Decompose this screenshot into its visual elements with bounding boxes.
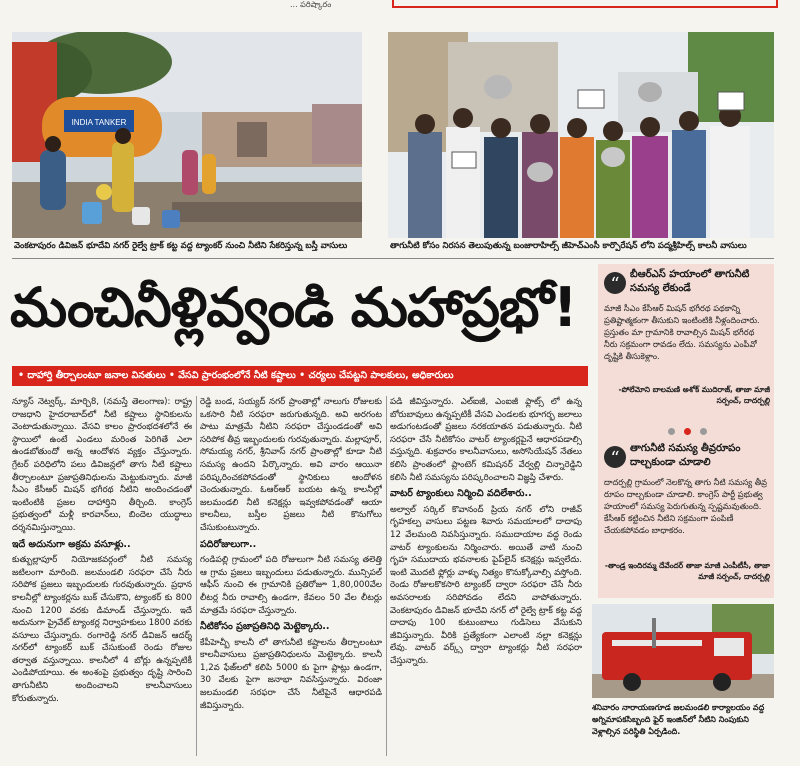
- article-column-3: [390, 396, 582, 762]
- top-red-frame: [392, 0, 778, 8]
- article-paragraph: కేపీహెచ్బీ కాలనీ లో తాగునీటి కష్టాలను తీర్చాలంటూ కాలనీవాసులు ప్రజాప్రతినిధులను మెట్టెక్కారు. కాలనీ 1,2వ ఫేజ్‌లలో కలిపి 5000 కు పైగా ప్లాట్లు ఉండగా, 30 వేలకు పైగా జనాభా నివసిస్తున్నారు. విరంజా జలమండలి సరఫరా చేసే నీటిపైనే ఆధారపడి జీవిస్తున్నారు.: [200, 637, 382, 711]
- article-paragraph: న్యూస్ నెట్వర్క్, మార్చి8, (నమస్తే తెలంగాణ): రాష్ట్ర రాజధాని హైదరాబాద్‌లో నీటి కష్టాలు స్థానికులను వెంటాడుతున్నాయి. వేసవి కాలం ప్రారంభదశలోనే ఈ స్థాయిలో ఉంటే ఎండలు మరింత పెరిగితే ఎలా ఉండబోతుందో అన్న ఆందోళన వ్యక్తం చేస్తున్నారు. గ్రేటర్ పరిధిలోని పలు డివిజన్లలో తాగు నీటి కష్టాలు తీర్చాలంటూ ప్రజాప్రతినిధులను మెట్టుకున్నారు. మాజీ సీఎం కేసీఆర్ మిషన్ భగీరథ నీటిని అందించడంతో ఇంటింటికి ప్రజల దాహార్తిని తీర్చింది. కాంగ్రెస్ ప్రభుత్వంలో మళ్లీ కారవాన్‌లు, బిందెల యుద్ధాలు దర్శనమిస్తున్నాయి.: [12, 397, 192, 533]
- photo-fire-engine: [592, 604, 774, 698]
- photo-tanker-scene: [12, 32, 362, 238]
- headline: మంచినీళ్లివ్వండి మహాప్రభో!: [10, 276, 577, 339]
- article-paragraph: పడి జీవిస్తున్నారు. ఎల్ఐజీ, ఎంఐజీ ఫ్లాట్స్ లో ఉన్న బోరుబావులు ఉన్నప్పటికీ వేసవి ఎండలకు భూగర్భ జలాలు అడుగంటడంతో ప్రజలు నరకయాతన పడుతున్నారు. నీటి సరఫరా చేసే నీటికోసం వాటర్ ట్యాంకర్లపైనే ఆధారపడాల్సి వస్తున్నది. శుక్రవారం కాలనీవాసులు, అసోసియేషన్ నేతలు కలిసి ప్రాంతంలో ప్లాంటెగ్ కమిషనర్ వేర్వల్లి చిన్నారెడ్డిని కలిసి నీటి సమస్యను పరిష్కరించాలని విజ్ఞప్తి చేశారు.: [390, 397, 582, 483]
- separator-dot: [700, 428, 707, 435]
- sidebar-attribution-1: -పోలేమోని బాలమణి అశోక్ ముదిరాజ్, తాజా మాజీ సర్పంచ్, దాదర్పల్లి: [618, 385, 770, 405]
- sidebar-body-1: మాజీ సీఎం కేసీఆర్ మిషన్ భగీరథ పథకాన్ని ప్రతిష్టాత్మకంగా తీసుకుని ఇంటింటికి నీళ్లందించారు. ప్రస్తుతం మా గ్రామానికి రావాల్సిన మిషన్ భగీరథ నీరు సక్రమంగా రావడం లేదు. సమస్యను ఎంపీవో దృష్టికి తీసుకెళ్లాం.: [604, 303, 760, 361]
- sidebar-title-1: బీఆర్ఎస్ హయాంలో తాగునీటి సమస్య లేకుండే: [630, 269, 750, 294]
- sidebar-body-2: దాదర్పల్లి గ్రామంలో నెలకొన్న తాగు నీటి సమస్య తీవ్ర రూపం దాల్చకుండా చూడాలి. కాంగ్రెస్ పార్టీ ప్రభుత్వ హయాంలో సమస్య పెరుగుతున్న స్పష్టమవుతుంది. కేసీఆర్ కట్టించిన నీటిని సక్రమంగా పంపిణీ చేయకపోవడం బాధాకరం.: [604, 477, 767, 535]
- photo-left-caption: వెంకటాపురం డివిజన్ భూదేవి నగర్ రైల్వే ట్రాక్ కట్ట వద్ద ట్యాంకర్ నుంచి నీటిని సేకరిస్తున్న బస్తీ వాసులు: [14, 241, 348, 251]
- article-subhead: పదిరోజులుగా..: [200, 538, 257, 550]
- photo-right-caption: తాగునీటి కోసం నిరసన తెలుపుతున్న బంజారాహిల్స్ జీహెచ్ఎంసీ కార్పొరేషన్ లోని పద్మశ్రీహిల్స్ కాలనీ వాసులు: [390, 241, 747, 251]
- top-fragment: ... పరిష్కారం: [290, 0, 332, 9]
- article-paragraph: కుత్బుల్లాపూర్ నియోజకవర్గంలో నీటి సమస్య జటిలంగా మారింది. జలమండలి సరఫరా చేసే నీరు సరిపోక ప్రజలు ఇబ్బందులకు గురవుతున్నారు. ప్రధాన కాలనీల్లో ట్యాంకర్లను బుక్ చేసుకొని, ట్యాంకర్ కు 800 నుంచి 1200 వరకు డిమాండ్ చేస్తున్నారు. ఇదే అదునుగా ప్రైవేట్ ట్యాంకర్ల నిర్వాహకులు 1800 వరకు వసూలు చేస్తున్నారు. రంగారెడ్డి నగర్ డివిజన్ ఆదర్శ్ నగర్‌లో ట్యాంకర్ బుక్ చేసుకుంటే రెండు రోజుల తర్వాత వస్తున్నాయి. కాలనీలో 4 బోర్లు ఉన్నప్పటికీ ఎండిపోయాయి. ఈ అంశంపై ప్రభుత్వం దృష్టి సారించి తాగునీటిని అందించాలని కాలనీవాసులు కోరుతున్నారు.: [12, 555, 192, 704]
- sidebar-separator-dots: [666, 420, 709, 439]
- article-paragraph: అల్వాల్ సర్కిల్ కొవానంద్ ప్రియ నగర్ లోని రాజీవ్ గృహకల్ప వాసులు పట్టణ శివారు సమయాలలో దాదాపు 12 వేలమంది నివసిస్తున్నారు. సముదాయాల వద్ద రెండు వాటర్ ట్యాంకులను నిర్మించారు. అయితే వాటి నుంచి గృహ సముదాయ భవనాలకు పైప్‌లైన్ కనెక్షన్లు ఇవ్వలేదు. ఇంటి మొదటి ఫ్లోర్లు వాళ్ళు నిత్యం కొనుక్కోవాల్సి వస్తోంది. రెండు రోజులకొకసారి ట్యాంకర్ ద్వారా సరఫరా చేసే నీరు అవసరాలకు సరిపోవడం లేదని వాపోతున్నారు. వెంకటాపురం డివిజన్ భూదేవి నగర్ లో రైల్వే ట్రాక్ కట్ట వద్ద దాదాపు 100 కుటుంబాలు గుడిసెలు వేసుకుని జీవిస్తున్నారు. వీరికి ప్రత్యేకంగా ఎలాంటి నల్లా కనెక్షన్లు లేవు. వాటర్ వర్క్స్ ద్వారా ట్యాంకర్లు నీటి సరఫరా చేస్తున్నారు.: [390, 504, 582, 666]
- sidebar-attribution-2: -తాండ్ర ఇందిరమ్మ దేవేందర్ తాజా మాజీ ఎంపీటీసీ, తాజా మాజీ సర్పంచ్, దాదర్పల్లి: [604, 561, 770, 581]
- separator-dot: [668, 428, 675, 435]
- article-paragraph: రెడ్డి బండ, సయ్యద్ నగర్ ప్రాంతాల్లో నాలుగు రోజులకు ఒకసారి నీటి సరఫరా జరుగుతున్నది. అవి అరగంట పాటు మాత్రమే నీటిని సరఫరా చేస్తుండడంతో అవి సరిపోక తీవ్ర ఇబ్బందులకు గురవుతున్నారు. మల్లాపూర్, సోమయ్య నగర్, శ్రీనివాస్ నగర్ ప్రాంతాల్లో కూడా నీటి సమస్య ఉందని పేర్కొన్నారు. అవి వారం ఆయినా పరిష్కరించకపోవడంతో స్థానికులు ఆందోళన చెందుతున్నారు. ఓఆర్ఆర్ బయట ఉన్న కాలనీల్లో జలమండలి నీటి కనెక్షన్లు ఇవ్వకపోవడంతో ఆయా కాలనీలు, బస్తీల ప్రజలు నీటి కొనుగోలు చేసుకుంటున్నారు.: [200, 397, 382, 533]
- photo-protest-scene: [388, 32, 774, 238]
- column-divider: [386, 396, 387, 756]
- column-divider: [196, 396, 197, 756]
- quote-icon: “: [604, 272, 626, 294]
- tanker-scene-illustration: [12, 32, 362, 238]
- fire-engine-caption: శనివారం నారాయణగూడ జలమండలి కార్యాలయం వద్ద అగ్నిమాపకసిబ్బంది ఫైర్ ఇంజిన్‌లో నీటిని నింపుకుని వెళ్లాల్సిన పరిస్థితి ఏర్పడింది.: [592, 703, 765, 736]
- tanker-label: INDIA TANKER: [71, 118, 127, 127]
- protest-scene-illustration: [388, 32, 774, 238]
- fire-engine-illustration: [592, 604, 774, 698]
- quote-icon: “: [604, 446, 626, 468]
- sub-banner: • దాహార్తి తీర్చాలంటూ జనాల వినతులు • వేసవి ప్రారంభంలోనే నీటి కష్టాలు • చర్యలు చేపట్టని పాలకులు, అధికారులు: [12, 366, 588, 386]
- sidebar-title-2: తాగునీటి సమస్య తీవ్రరూపం దాల్చకుండా చూడాలి: [630, 443, 741, 468]
- article-subhead: వాటర్ ట్యాంకులు నిర్మించి వదిలేశారు..: [390, 488, 532, 500]
- article-column-1: [12, 396, 192, 762]
- article-subhead: నీటికోసం ప్రజాప్రతినిధి మెట్టెక్కారు..: [200, 621, 330, 633]
- separator-dot: [684, 428, 691, 435]
- article-column-2: [200, 396, 382, 762]
- divider-under-photos: [12, 258, 774, 259]
- article-subhead: ఇదే అదునుగా అక్రమ వసూళ్లు..: [12, 538, 131, 550]
- article-paragraph: గండిపల్లి గ్రామంలో పది రోజులుగా నీటి సమస్య తలెత్తి ఆ గ్రామ ప్రజలు ఇబ్బందులు పడుతున్నారు. మున్సిపల్ ఆఫీస్ నుంచి ఈ గ్రామానికి ప్రతిరోజూ 1,80,000వేల లీటర్ల నీరు రావాల్సి ఉండగా, కేవలం 50 వేల లీటర్లు మాత్రమే సరఫరా చేస్తున్నారు.: [200, 555, 382, 616]
